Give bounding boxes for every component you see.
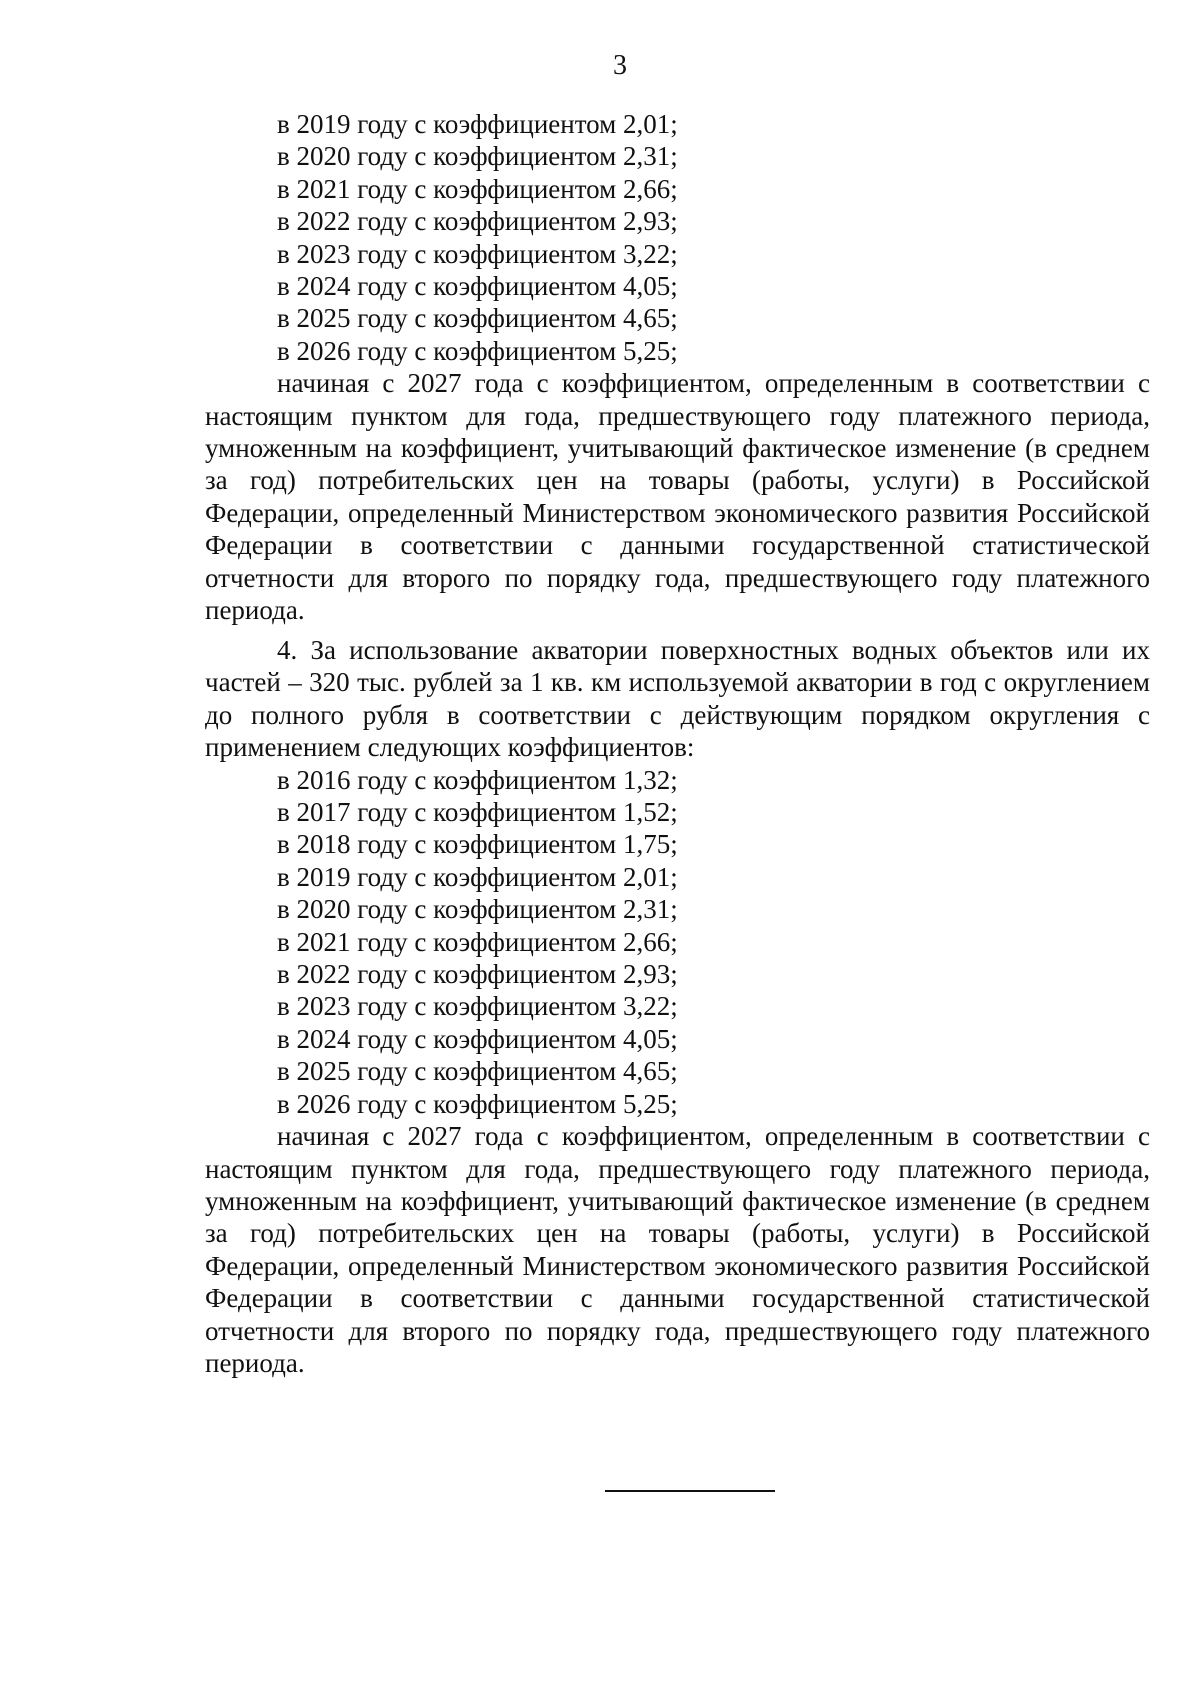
coefficient-line: в 2020 году с коэффициентом 2,31; — [277, 141, 678, 172]
coefficient-line: в 2020 году с коэффициентом 2,31; — [277, 894, 678, 925]
indexation-paragraph: начиная с 2027 года с коэффициентом, определенным в соответствии с настоящим пунктом для года, предшествующего году платежного периода, умноженным на коэффициент, учитывающий фактическое изменение (в среднем за год) потребительских цен на товары (работы, услуги) в Российской Федерации, определенный Министерством экономического развития Российской Федерации в соответствии с данными государственной статистической отчетности для второго по порядку года, предшествующего году платежного периода. — [205, 1121, 1150, 1378]
coefficient-line: в 2021 году с коэффициентом 2,66; — [277, 173, 678, 204]
coefficient-line: в 2024 году с коэффициентом 4,05; — [277, 1023, 678, 1054]
coefficient-line: в 2019 году с коэффициентом 2,01; — [277, 109, 678, 139]
coefficient-line: в 2022 году с коэффициентом 2,93; — [277, 206, 678, 237]
coefficient-line: в 2022 году с коэффициентом 2,93; — [277, 959, 678, 990]
page-number: 3 — [613, 50, 627, 81]
end-separator-line — [605, 1490, 775, 1492]
coefficient-line: в 2023 году с коэффициентом 3,22; — [277, 238, 678, 269]
coefficient-line: в 2023 году с коэффициентом 3,22; — [277, 991, 678, 1022]
coefficient-line: в 2021 году с коэффициентом 2,66; — [277, 926, 678, 957]
coefficients-block-continued — [205, 108, 1150, 627]
coefficient-line: в 2018 году с коэффициентом 1,75; — [277, 829, 678, 860]
coefficient-line: в 2026 году с коэффициентом 5,25; — [277, 335, 678, 366]
coefficient-line: в 2016 году с коэффициентом 1,32; — [277, 764, 678, 795]
water-area-section — [205, 634, 1150, 1379]
coefficient-line: в 2026 году с коэффициентом 5,25; — [277, 1088, 678, 1119]
indexation-paragraph: начиная с 2027 года с коэффициентом, определенным в соответствии с настоящим пунктом для года, предшествующего году платежного периода, умноженным на коэффициент, учитывающий фактическое изменение (в среднем за год) потребительских цен на товары (работы, услуги) в Российской Федерации, определенный Министерством экономического развития Российской Федерации в соответствии с данными государственной статистической отчетности для второго по порядку года, предшествующего году платежного периода. — [205, 368, 1150, 626]
section-4-intro: 4. За использование акватории поверхностных водных объектов или их частей – 320 тыс. рублей за 1 кв. км используемой акватории в год с округлением до полного рубля в соответствии с действующим порядком округления с применением следующих коэффициентов: — [205, 635, 1150, 763]
coefficient-line: в 2017 году с коэффициентом 1,52; — [277, 797, 678, 828]
coefficient-line: в 2025 году с коэффициентом 4,65; — [277, 1056, 678, 1087]
coefficient-line: в 2024 году с коэффициентом 4,05; — [277, 271, 678, 302]
coefficient-line: в 2019 году с коэффициентом 2,01; — [277, 861, 678, 892]
coefficient-line: в 2025 году с коэффициентом 4,65; — [277, 303, 678, 334]
